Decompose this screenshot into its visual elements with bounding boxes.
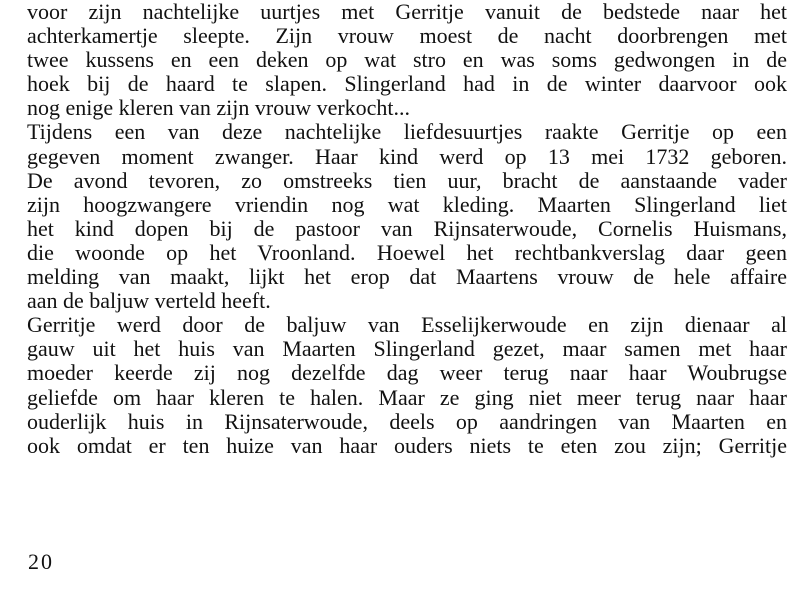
text-line: twee kussens en een deken op wat stro en was soms gedwongen in de [27,47,787,73]
text-line: voor zijn nachtelijke uurtjes met Gerritje vanuit de bedstede naar het [27,0,787,24]
text-line: ouderlijk huis in Rijnsaterwoude, deels op aandringen van Maarten en [27,408,787,434]
text-line: achterkamertje sleepte. Zijn vrouw moest de nacht doorbrengen met [27,23,787,49]
text-line: nog enige kleren van zijn vrouw verkocht... [27,95,411,121]
text-line: gegeven moment zwanger. Haar kind werd op 13 mei 1732 geboren. [27,143,787,169]
text-line: melding van maakt, lijkt het erop dat Maartens vrouw de hele affaire [27,264,787,290]
text-line: gauw uit het huis van Maarten Slingerland gezet, maar samen met haar [27,336,787,362]
text-line: het kind dopen bij de pastoor van Rijnsaterwoude, Cornelis Huismans, [27,215,787,241]
text-line: geliefde om haar kleren te halen. Maar ze ging niet meer terug naar haar [27,384,787,410]
text-line: die woonde op het Vroonland. Hoewel het rechtbankverslag daar geen [27,239,787,265]
body-text [27,0,787,458]
page-number: 20 [28,549,54,574]
text-line: ook omdat er ten huize van haar ouders niets te eten zou zijn; Gerritje [27,432,787,458]
text-line: zijn hoogzwangere vriendin nog wat kleding. Maarten Slingerland liet [27,191,787,217]
text-line: hoek bij de haard te slapen. Slingerland had in de winter daarvoor ook [27,71,787,97]
text-line: aan de baljuw verteld heeft. [27,288,271,314]
text-line: Gerritje werd door de baljuw van Esselijkerwoude en zijn dienaar al [27,312,787,338]
text-line: moeder keerde zij nog dezelfde dag weer terug naar haar Woubrugse [27,360,787,386]
text-line: De avond tevoren, zo omstreeks tien uur, bracht de aanstaande vader [27,167,787,193]
text-line: Tijdens een van deze nachtelijke liefdesuurtjes raakte Gerritje op een [27,119,787,145]
